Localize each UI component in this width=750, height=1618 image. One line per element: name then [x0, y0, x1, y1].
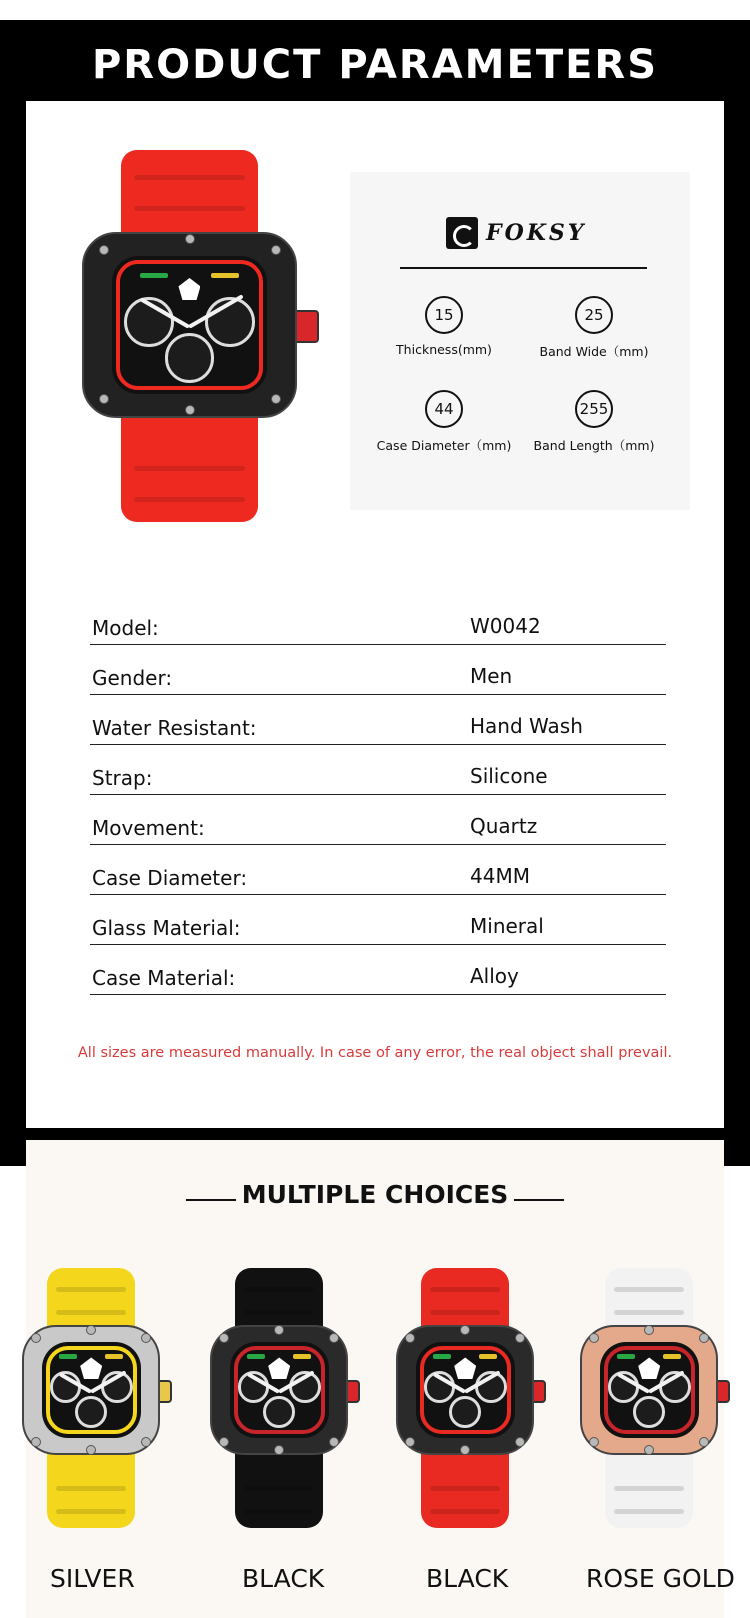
- case-screw: [699, 1437, 709, 1447]
- variant-label-rose-gold[interactable]: ROSE GOLD: [586, 1564, 735, 1593]
- subdial-bottom: [449, 1396, 481, 1428]
- dimension-case-diameter: [364, 390, 524, 454]
- dimension-value: 255: [575, 390, 613, 428]
- spec-value: Silicone: [470, 764, 548, 788]
- variant-label-silver[interactable]: SILVER: [50, 1564, 135, 1593]
- strap-rib: [244, 1310, 314, 1315]
- strap-rib: [244, 1509, 314, 1514]
- strap-rib: [56, 1287, 126, 1292]
- watch-dial: [230, 1342, 329, 1438]
- dial-marker: [211, 273, 239, 278]
- subdial-bottom: [633, 1396, 665, 1428]
- dial-marker: [433, 1354, 451, 1359]
- spec-row-case-material: [90, 945, 666, 995]
- case-screw: [99, 245, 109, 255]
- spec-value: Men: [470, 664, 513, 688]
- spec-row-strap: [90, 745, 666, 795]
- measurement-disclaimer: All sizes are measured manually. In case of any error, the real object shall prevail.: [77, 1045, 673, 1061]
- brand-name: FOKSY: [486, 220, 587, 246]
- dial-marker: [617, 1354, 635, 1359]
- brand-mark-icon: [446, 217, 478, 249]
- strap-rib: [614, 1287, 684, 1292]
- dimension-label: Band Wide（mm): [539, 344, 649, 359]
- subdial-bottom: [75, 1396, 107, 1428]
- choices-title: MULTIPLE CHOICES: [241, 1180, 509, 1209]
- variant-label-black[interactable]: BLACK: [242, 1564, 325, 1593]
- spec-row-gender: [90, 645, 666, 695]
- watch-dial: [42, 1342, 141, 1438]
- variant-label-black[interactable]: BLACK: [426, 1564, 509, 1593]
- spec-key: Gender:: [92, 666, 173, 690]
- dial-marker: [293, 1354, 311, 1359]
- dimension-band-length: [514, 390, 674, 454]
- strap-rib: [56, 1509, 126, 1514]
- brand-logo: [446, 216, 587, 250]
- dial-marker: [140, 273, 168, 278]
- watch-dial: [112, 256, 267, 394]
- dimension-label: Band Length（mm): [533, 438, 655, 453]
- subdial-bottom: [263, 1396, 295, 1428]
- spec-row-model: [90, 595, 666, 645]
- variant-watch-rose-gold[interactable]: [574, 1268, 734, 1528]
- spec-key: Case Diameter:: [92, 866, 248, 890]
- strap-rib: [614, 1486, 684, 1491]
- strap-rib: [430, 1287, 500, 1292]
- case-screw: [141, 1437, 151, 1447]
- strap-rib: [614, 1509, 684, 1514]
- spec-value: Mineral: [470, 914, 544, 938]
- spec-key: Model:: [92, 616, 159, 640]
- dial-marker: [663, 1354, 681, 1359]
- variant-watch-black-black[interactable]: [204, 1268, 364, 1528]
- spec-value: Alloy: [470, 964, 519, 988]
- watch-dial: [600, 1342, 699, 1438]
- spec-row-movement: [90, 795, 666, 845]
- spec-key: Strap:: [92, 766, 153, 790]
- watch-dial: [416, 1342, 515, 1438]
- strap-rib: [56, 1486, 126, 1491]
- parameters-title: PRODUCT PARAMETERS: [91, 42, 659, 88]
- case-screw: [185, 405, 195, 415]
- spec-value: 44MM: [470, 864, 530, 888]
- case-screw: [99, 394, 109, 404]
- dial-marker: [59, 1354, 77, 1359]
- subdial-bottom: [165, 333, 215, 383]
- strap-rib: [134, 206, 244, 211]
- case-screw: [329, 1437, 339, 1447]
- strap-rib: [244, 1287, 314, 1292]
- spec-key: Case Material:: [92, 966, 236, 990]
- dimension-card: [350, 172, 690, 510]
- dimension-label: Case Diameter（mm): [376, 438, 512, 453]
- strap-rib: [430, 1509, 500, 1514]
- spec-key: Movement:: [92, 816, 205, 840]
- dimension-label: Thickness(mm): [396, 342, 492, 357]
- spec-value: Hand Wash: [470, 714, 583, 738]
- dial-marker: [247, 1354, 265, 1359]
- dial-marker: [105, 1354, 123, 1359]
- dimension-band-wide: [514, 296, 674, 360]
- strap-rib: [134, 466, 244, 471]
- strap-rib: [134, 497, 244, 502]
- dimension-thickness: [364, 296, 524, 357]
- title-rule-right: [514, 1199, 564, 1201]
- strap-rib: [56, 1310, 126, 1315]
- spec-row-water-resistant: [90, 695, 666, 745]
- brand-divider: [400, 267, 647, 269]
- strap-rib: [244, 1486, 314, 1491]
- dimension-value: 44: [425, 390, 463, 428]
- spec-key: Water Resistant:: [92, 716, 257, 740]
- spec-key: Glass Material:: [92, 916, 241, 940]
- spec-row-case-diameter: [90, 845, 666, 895]
- strap-rib: [614, 1310, 684, 1315]
- case-screw: [515, 1437, 525, 1447]
- variant-watch-silver[interactable]: [16, 1268, 176, 1528]
- case-screw: [271, 394, 281, 404]
- variant-watch-black-red[interactable]: [390, 1268, 550, 1528]
- dimension-value: 25: [575, 296, 613, 334]
- case-screw: [185, 234, 195, 244]
- spec-value: W0042: [470, 614, 541, 638]
- spec-row-glass-material: [90, 895, 666, 945]
- strap-rib: [134, 175, 244, 180]
- strap-rib: [430, 1310, 500, 1315]
- strap-rib: [430, 1486, 500, 1491]
- dial-marker: [479, 1354, 497, 1359]
- hero-watch-image: [72, 150, 322, 522]
- dimension-value: 15: [425, 296, 463, 334]
- spec-value: Quartz: [470, 814, 538, 838]
- case-screw: [271, 245, 281, 255]
